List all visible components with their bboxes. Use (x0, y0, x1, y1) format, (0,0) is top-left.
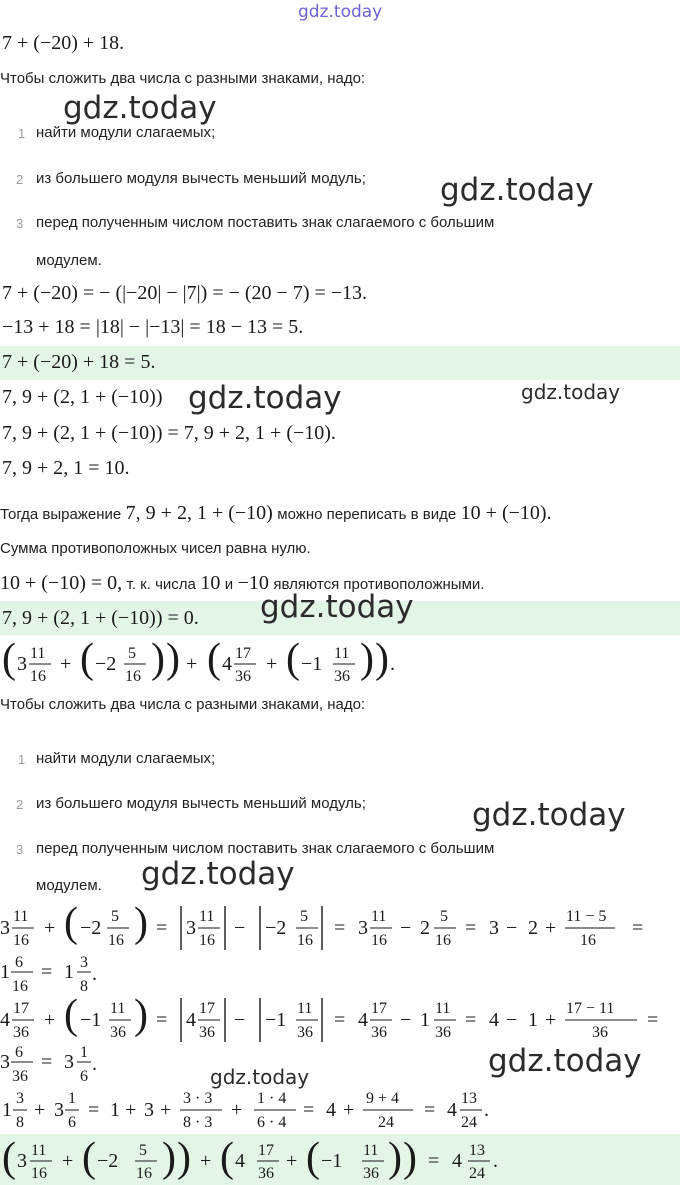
svg-text:3: 3 (0, 1051, 10, 1073)
svg-text:.: . (92, 1053, 97, 1075)
rewrite-sentence (0, 502, 552, 525)
svg-text:11 − 5: 11 − 5 (566, 908, 607, 925)
svg-text:24: 24 (378, 1114, 394, 1131)
svg-text:17: 17 (199, 1000, 215, 1017)
svg-text:5: 5 (300, 908, 308, 925)
svg-text:16: 16 (12, 978, 28, 994)
svg-text:1: 1 (68, 1090, 76, 1107)
svg-text:−2: −2 (95, 653, 117, 675)
problem1-intro: Чтобы сложить два числа с разными знаками, надо: (0, 70, 366, 87)
calc-line: −13 + 18 = |18| − |−13| = 18 − 13 = 5. (2, 316, 304, 338)
svg-text:=: = (88, 1099, 100, 1121)
sentence-text: можно переписать в виде (277, 506, 457, 523)
svg-text:=: = (647, 1009, 659, 1031)
inline-math: 7, 9 + 2, 1 + (−10) (125, 502, 273, 524)
answer-line: 7 + (−20) + 18 = 5. (2, 351, 156, 373)
step-text: найти модули слагаемых; (36, 750, 216, 767)
svg-text:8: 8 (80, 978, 88, 994)
svg-text:5: 5 (111, 908, 119, 925)
svg-text:6: 6 (68, 1114, 76, 1131)
watermark: gdz.today (472, 797, 626, 833)
svg-text:1: 1 (528, 1009, 538, 1031)
svg-text:36: 36 (199, 1024, 215, 1041)
svg-text:5: 5 (128, 645, 136, 662)
svg-text:16: 16 (13, 932, 29, 949)
svg-text:16: 16 (435, 932, 451, 949)
svg-text:(: ( (82, 1135, 96, 1181)
svg-text:8 · 3: 8 · 3 (183, 1114, 213, 1131)
watermark: gdz.today (440, 172, 594, 208)
calc-line-fractions-3 (0, 1082, 520, 1138)
svg-text:16: 16 (580, 932, 596, 949)
svg-text:1: 1 (110, 1099, 120, 1121)
svg-text:2: 2 (420, 917, 430, 939)
svg-text:16: 16 (297, 932, 313, 949)
svg-text:4: 4 (326, 1099, 336, 1121)
sentence-text: и (224, 576, 234, 593)
problem3-intro: Чтобы сложить два числа с разными знаками, надо: (0, 696, 366, 713)
calc-line-fractions-2 (0, 992, 680, 1082)
svg-text:(: ( (64, 992, 78, 1038)
svg-text:3: 3 (16, 1090, 24, 1107)
svg-text:−1: −1 (321, 1150, 343, 1172)
svg-text:=: = (424, 1099, 436, 1121)
svg-text:=: = (334, 917, 346, 939)
svg-text:): ) (177, 1135, 191, 1181)
svg-text:1: 1 (2, 1099, 12, 1121)
svg-text:(: ( (2, 636, 16, 682)
svg-text:11: 11 (371, 908, 387, 925)
svg-text:16: 16 (199, 932, 215, 949)
svg-text:16: 16 (108, 932, 124, 949)
svg-text:−: − (506, 1009, 518, 1031)
svg-text:36: 36 (110, 1024, 126, 1041)
watermark: gdz.today (210, 1065, 310, 1089)
svg-text:1 · 4: 1 · 4 (257, 1090, 287, 1107)
svg-text:−: − (234, 917, 246, 939)
svg-text:36: 36 (13, 1024, 29, 1041)
svg-text:+: + (343, 1099, 355, 1121)
svg-text:36: 36 (235, 668, 251, 685)
svg-text:16: 16 (125, 668, 141, 685)
svg-text:3: 3 (17, 653, 27, 675)
sentence-text: Тогда выражение (0, 506, 122, 523)
svg-text:+: + (125, 1099, 137, 1121)
sentence-text: т. к. числа (126, 576, 196, 593)
svg-text:17: 17 (13, 1000, 29, 1017)
svg-text:=: = (465, 917, 477, 939)
svg-text:36: 36 (12, 1068, 28, 1082)
calc-line: 7, 9 + (2, 1 + (−10)) = 7, 9 + 2, 1 + (−10). (2, 422, 336, 444)
watermark: gdz.today (260, 589, 414, 625)
svg-text:): ) (162, 1135, 176, 1181)
svg-text:5: 5 (139, 1142, 147, 1159)
svg-text:−: − (506, 917, 518, 939)
svg-text:+: + (200, 1150, 212, 1172)
svg-text:+: + (60, 653, 72, 675)
svg-text:36: 36 (334, 668, 350, 685)
svg-text:4: 4 (447, 1099, 457, 1121)
svg-text:.: . (484, 1099, 489, 1121)
svg-text:=: = (334, 1009, 346, 1031)
svg-text:=: = (465, 1009, 477, 1031)
opposite-sum-text: Сумма противоположных чисел равна нулю. (0, 540, 311, 557)
calc-line-fractions-1 (0, 898, 680, 994)
svg-text:−2: −2 (97, 1150, 119, 1172)
svg-text:(: ( (220, 1135, 234, 1181)
watermark: gdz.today (488, 1043, 642, 1079)
svg-text:.: . (493, 1150, 498, 1172)
svg-text:+: + (34, 1099, 46, 1121)
svg-text:): ) (360, 636, 374, 682)
inline-math: 10 (200, 572, 221, 594)
svg-text:17: 17 (235, 645, 251, 662)
svg-text:1: 1 (64, 961, 74, 983)
svg-text:+: + (160, 1099, 172, 1121)
step-number: 3 (16, 216, 24, 231)
svg-text:11: 11 (31, 1142, 47, 1159)
svg-text:13: 13 (461, 1090, 477, 1107)
svg-text:−1: −1 (301, 653, 323, 675)
svg-text:(: ( (207, 636, 221, 682)
svg-text:4: 4 (222, 653, 232, 675)
svg-text:36: 36 (258, 1165, 274, 1182)
svg-text:=: = (632, 917, 644, 939)
svg-text:11: 11 (13, 908, 29, 925)
watermark: gdz.today (63, 90, 217, 126)
svg-text:16: 16 (371, 932, 387, 949)
svg-text:): ) (166, 636, 180, 682)
svg-text:−2: −2 (80, 917, 102, 939)
svg-text:3: 3 (186, 917, 196, 939)
svg-text:3: 3 (64, 1051, 74, 1073)
svg-text:+: + (545, 1009, 557, 1031)
step-text: из большего модуля вычесть меньший модуль; (36, 795, 366, 812)
svg-text:(: ( (80, 636, 94, 682)
step-number: 1 (18, 752, 26, 767)
svg-text:−: − (234, 1009, 246, 1031)
inline-math: 10 + (−10) = 0, (0, 572, 123, 594)
svg-text:4: 4 (235, 1150, 245, 1172)
svg-text:2: 2 (528, 917, 538, 939)
svg-text:): ) (388, 1135, 402, 1181)
inline-math: 10 + (−10). (460, 502, 552, 524)
svg-text:−: − (400, 917, 412, 939)
svg-text:24: 24 (469, 1165, 485, 1182)
svg-text:4: 4 (0, 1009, 10, 1031)
svg-text:11: 11 (30, 645, 46, 662)
svg-text:+: + (231, 1099, 243, 1121)
sentence-text: являются противоположными. (273, 576, 485, 593)
step-number: 1 (18, 126, 26, 141)
svg-text:): ) (151, 636, 165, 682)
step-text: перед полученным числом поставить знак слагаемого с большим (36, 214, 495, 231)
svg-text:=: = (428, 1150, 440, 1172)
svg-text:+: + (62, 1150, 74, 1172)
svg-text:11: 11 (363, 1142, 379, 1159)
svg-text:+: + (545, 917, 557, 939)
svg-text:−: − (400, 1009, 412, 1031)
svg-text:=: = (156, 917, 168, 939)
svg-text:−1: −1 (265, 1009, 287, 1031)
svg-text:): ) (403, 1135, 417, 1181)
step-number: 2 (16, 172, 24, 187)
svg-text:36: 36 (435, 1024, 451, 1041)
svg-text:(: ( (64, 900, 78, 946)
svg-text:4: 4 (186, 1009, 196, 1031)
svg-text:3: 3 (17, 1150, 27, 1172)
answer-line-fractions (0, 1133, 520, 1185)
svg-text:16: 16 (136, 1165, 152, 1182)
svg-text:6: 6 (15, 954, 23, 971)
svg-text:3: 3 (489, 917, 499, 939)
problem3-expression (0, 634, 420, 692)
svg-text:): ) (134, 992, 148, 1038)
svg-text:1: 1 (420, 1009, 430, 1031)
calc-line: 7 + (−20) = − (|−20| − |7|) = − (20 − 7) = −13. (2, 282, 368, 304)
svg-text:−1: −1 (80, 1009, 102, 1031)
svg-text:5: 5 (440, 908, 448, 925)
answer-line: 7, 9 + (2, 1 + (−10)) = 0. (2, 607, 199, 629)
svg-text:11: 11 (110, 1000, 126, 1017)
svg-text:−2: −2 (265, 917, 287, 939)
calc-line: 7, 9 + 2, 1 = 10. (2, 457, 130, 479)
svg-text:3: 3 (144, 1099, 154, 1121)
svg-text:6 · 4: 6 · 4 (257, 1114, 287, 1131)
step-text-continued: модулем. (36, 877, 102, 894)
svg-text:3: 3 (0, 917, 10, 939)
svg-text:=: = (156, 1009, 168, 1031)
svg-text:+: + (186, 653, 198, 675)
svg-text:17: 17 (258, 1142, 274, 1159)
svg-text:36: 36 (363, 1165, 379, 1182)
step-text: перед полученным числом поставить знак слагаемого с большим (36, 840, 495, 857)
svg-text:.: . (390, 653, 395, 675)
svg-text:1: 1 (0, 961, 10, 983)
svg-text:=: = (41, 961, 53, 983)
svg-text:+: + (266, 653, 278, 675)
step-text: из большего модуля вычесть меньший модуль; (36, 170, 366, 187)
svg-text:3: 3 (80, 954, 88, 971)
svg-text:(: ( (306, 1135, 320, 1181)
svg-text:8: 8 (16, 1114, 24, 1131)
svg-text:36: 36 (371, 1024, 387, 1041)
svg-text:4: 4 (452, 1150, 462, 1172)
svg-text:+: + (44, 917, 56, 939)
svg-text:3 · 3: 3 · 3 (183, 1090, 213, 1107)
svg-text:36: 36 (297, 1024, 313, 1041)
svg-text:36: 36 (592, 1024, 608, 1041)
svg-text:): ) (375, 636, 389, 682)
svg-text:+: + (286, 1150, 298, 1172)
step-number: 3 (16, 842, 24, 857)
svg-text:3: 3 (54, 1099, 64, 1121)
svg-text:): ) (134, 900, 148, 946)
svg-text:.: . (92, 963, 97, 985)
step-text-continued: модулем. (36, 252, 102, 269)
svg-text:4: 4 (489, 1009, 499, 1031)
zero-sentence (0, 572, 484, 595)
svg-text:6: 6 (80, 1068, 88, 1082)
svg-text:16: 16 (30, 668, 46, 685)
svg-text:(: ( (2, 1135, 16, 1181)
problem1-expression: 7 + (−20) + 18. (2, 32, 125, 54)
svg-text:17 − 11: 17 − 11 (566, 1000, 615, 1017)
svg-text:4: 4 (358, 1009, 368, 1031)
svg-text:=: = (41, 1051, 53, 1073)
svg-text:17: 17 (371, 1000, 387, 1017)
svg-text:16: 16 (31, 1165, 47, 1182)
svg-text:11: 11 (199, 908, 215, 925)
watermark: gdz.today (521, 380, 621, 404)
svg-text:=: = (303, 1099, 315, 1121)
svg-text:+: + (44, 1009, 56, 1031)
svg-text:13: 13 (469, 1142, 485, 1159)
watermark: gdz.today (298, 2, 383, 22)
step-number: 2 (16, 797, 24, 812)
problem2-expression: 7, 9 + (2, 1 + (−10)) (2, 386, 163, 408)
step-text: найти модули слагаемых; (36, 124, 216, 141)
watermark: gdz.today (141, 856, 295, 892)
svg-text:9 + 4: 9 + 4 (366, 1090, 400, 1107)
svg-text:3: 3 (358, 917, 368, 939)
watermark: gdz.today (188, 380, 342, 416)
svg-text:6: 6 (15, 1044, 23, 1061)
svg-text:11: 11 (297, 1000, 313, 1017)
inline-math: −10 (237, 572, 269, 594)
svg-text:1: 1 (80, 1044, 88, 1061)
svg-text:(: ( (286, 636, 300, 682)
svg-text:11: 11 (334, 645, 350, 662)
svg-text:11: 11 (435, 1000, 451, 1017)
svg-text:24: 24 (461, 1114, 477, 1131)
